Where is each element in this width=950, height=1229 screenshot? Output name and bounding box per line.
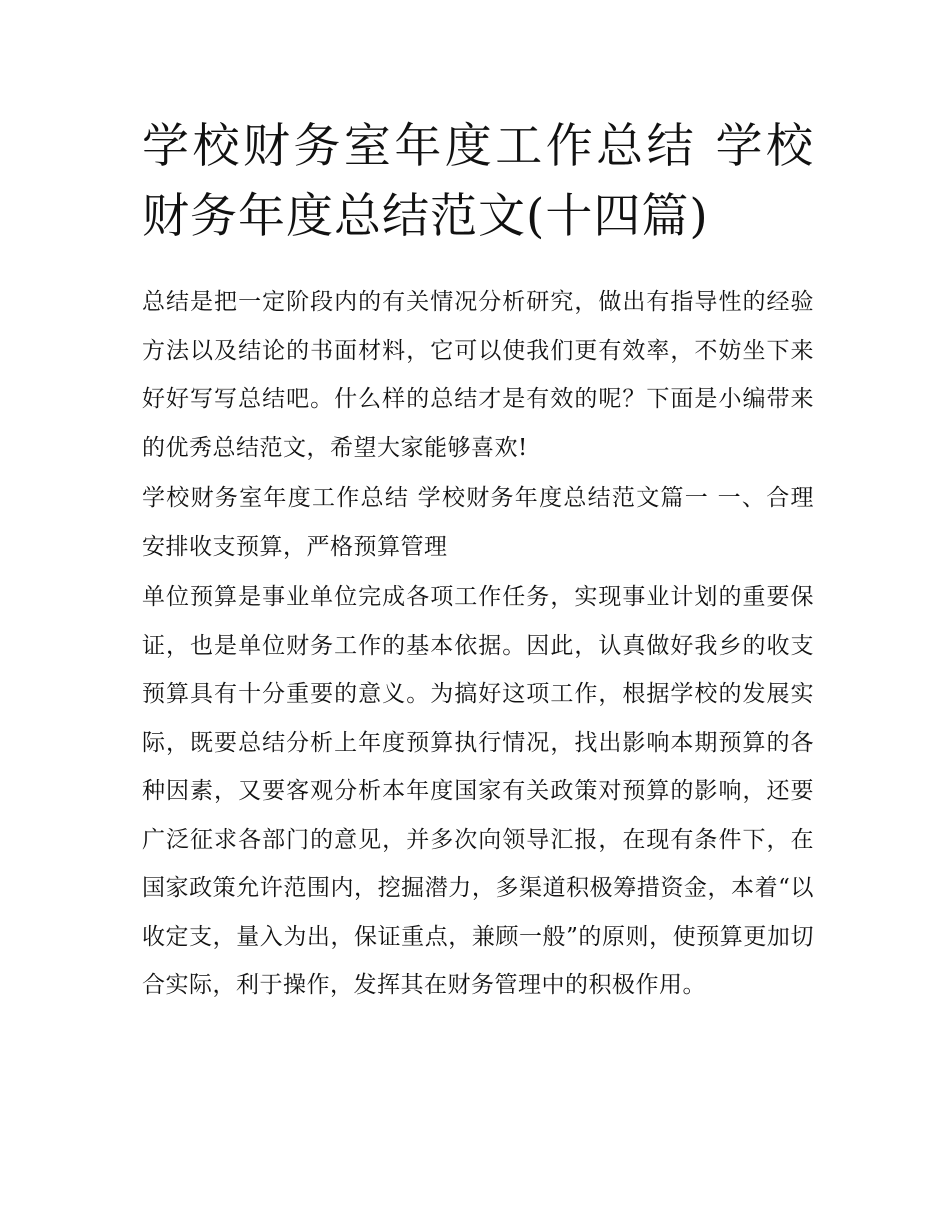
body-paragraph: 单位预算是事业单位完成各项工作任务，实现事业计划的重要保证，也是单位财务工作的基本依据。因此，认真做好我乡的收支预算具有十分重要的意义。为搞好这项工作，根据学校的发展实际，既要总结分析上年度预算执行情况，找出影响本期预算的各种因素，又要客观分析本年度国家有关政策对预算的影响，还要广泛征求各部门的意见，并多次向领导汇报，在现有条件下，在国家政策允许范围内，挖掘潜力，多渠道积极筹措资金，本着“以收定支，量入为出，保证重点，兼顾一般”的原则，使预算更加切合实际，利于操作，发挥其在财务管理中的积极作用。: [142, 584, 814, 998]
document-title: 学校财务室年度工作总结 学校财务年度总结范文(十四篇): [142, 119, 814, 244]
section-heading-paragraph: 学校财务室年度工作总结 学校财务年度总结范文篇一 一、合理安排收支预算，严格预算管理: [142, 485, 814, 560]
intro-paragraph: 总结是把一定阶段内的有关情况分析研究，做出有指导性的经验方法以及结论的书面材料，它可以使我们更有效率，不妨坐下来好好写写总结吧。什么样的总结才是有效的呢？下面是小编带来的优秀总结范文，希望大家能够喜欢!: [142, 289, 814, 461]
document-page: [142, 112, 814, 1010]
